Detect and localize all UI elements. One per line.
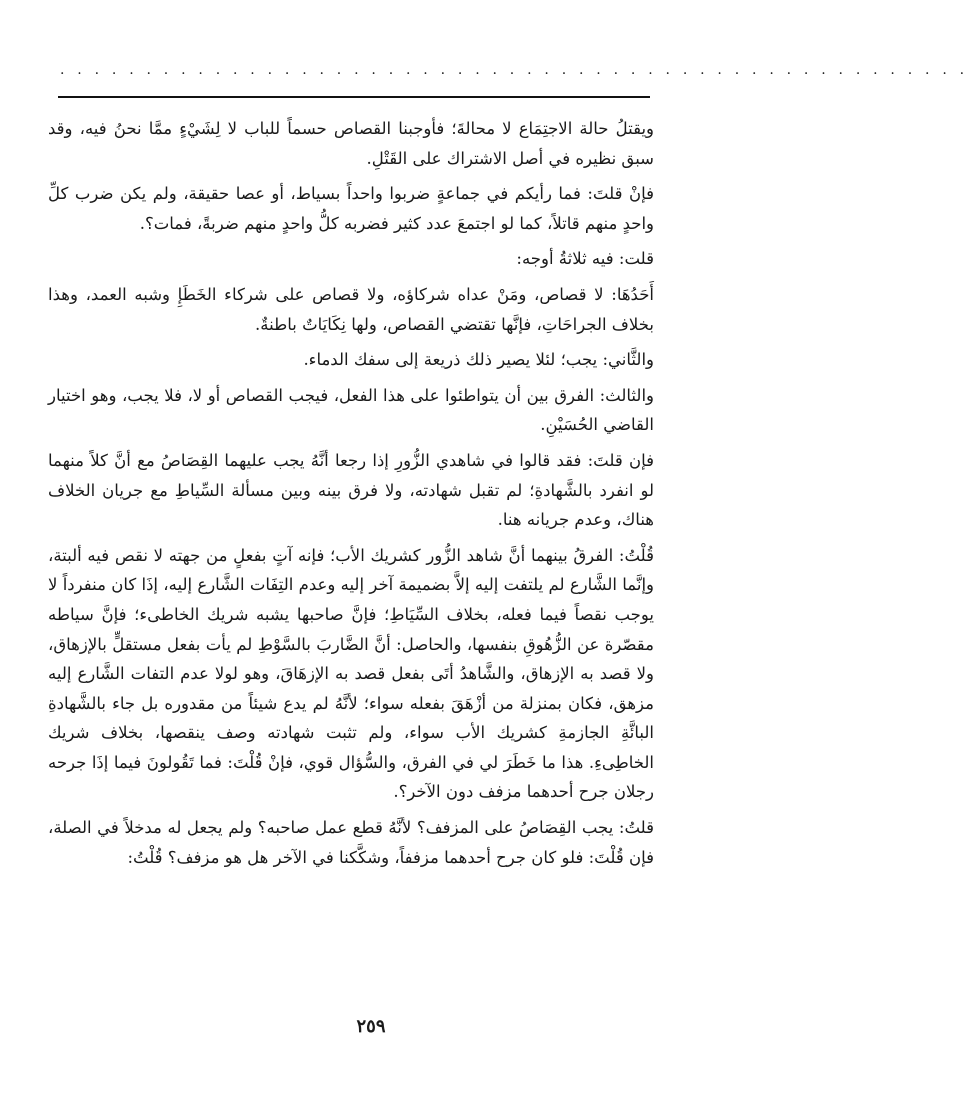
header-rule [58,96,650,98]
paragraph-7: فإن قلتَ: فقد قالوا في شاهدي الزُّورِ إذا رجعا أنَّهُ يجب عليهما القِصَاصُ مع أنَّ كلاً منهما لو انفرد بالشَّهادةِ؛ لم تقبل شهادته، ولا فرق بينه وبين مسألة السِّياطِ مع جريان الخلاف هناك، وعدم جريانه هنا. [48,450,654,530]
paragraph-6: والثالث: الفرق بين أن يتواطئوا على هذا الفعل، فيجب القصاص أو لا، فلا يجب، وهو اختيار القاضي الحُسَيْنِ. [48,385,654,435]
paragraph-2: فإنْ قلتَ: فما رأيكم في جماعةٍ ضربوا واحداً بسياط، أو عصا حقيقة، ولم يكن ضرب كلِّ واحدٍ منهم قاتلاً، كما لو اجتمعَ عدد كثير فضربه كلُّ واحدٍ منهم ضربةً، فمات؟. [48,184,654,233]
paragraph-3: قلت: فيه ثلاثةُ أوجه: [516,249,654,269]
top-ornament: . . . . . . . . . . . . . . . . . . . . . . . . . . . . . . . . . . . . . . . . . . . . . . . . . . . . . [60,62,968,78]
page-number: ٢٥٩ [356,1016,386,1037]
paragraph-5: والثَّاني: يجب؛ لئلا يصير ذلك ذريعة إلى سفك الدماء. [303,350,654,370]
paragraph-4: أَحَدُهَا: لا قصاص، ومَنْ عداه شركاؤه، ولا قصاص على شركاء الخَطَإِ وشبه العمد، وهذا بخلاف الجراحَاتِ، فإنَّها تقتضي القصاص، ولها نِكَايَاتٌ باطنةٌ. [48,284,654,334]
paragraph-8: قُلْتُ: الفرقُ بينهما أنَّ شاهد الزُّور كشريك الأب؛ فإنه آتٍ بفعلٍ من جهته لا نقص فيه ألبتة، وإنَّما الشَّارع لم يلتفت إليه إلاَّ بضميمة آخر إليه وعدم التِفَات الشَّارع إليه، إذَا كان منفرداً لا يوجب نقصاً فيما فعله، بخلاف السِّيَاطِ؛ فإنَّ صاحبها يشبه شريك الخاطىء؛ فإنَّ سياطه مقصّرة عن الزُّهُوقِ بنفسها، والحاصل: أنَّ الضَّاربَ بالسَّوْطِ لم يأت بفعل مستقلٍّ بالإزهاق، ولا قصد به الإزهاق، والشَّاهدُ أتَى بفعل قصد به الإزهَاقَ، وهو لولا عدم التفات الشَّارع إليه مزهق، فكان بمنزلة من أزْهَقَ بفعله سواء؛ لأنَّهُ لم يدع شيئاً من مقدوره بل جاء بالشَّهادةِ البائَّةِ الجازمةِ كشريك الأب سواء، ولم تثبت شهادته وصف ينقصها، بخلاف شريك الخاطِىءِ. هذا ما خَطَرَ لي في الفرق، والسُّؤال قوي، فإنْ قُلْتَ: فما تَقُولونَ فيما إذَا جرحه رجلان جرح أحدهما مزفف دون الآخر؟. [48,545,654,802]
text-body [48,114,654,878]
paragraph-1: ويقتلُ حالة الاجتِمَاع لا محالةَ؛ فأوجبنا القصاص حسماً للباب لا لِشَيْءٍ ممَّا نحنُ فيه، وقد سبق نظيره في أصل الاشتراك على القَتْلِ. [48,119,654,168]
paragraph-9: قلتُ: يجب القِصَاصُ على المزفف؟ لأنَّهُ قطع عمل صاحبه؟ ولم يجعل له مدخلاً في الصلة، فإن قُلْتَ: فلو كان جرح أحدهما مزففاً، وشكَّكنا في الآخر هل هو مزفف؟ قُلْتُ: [48,818,654,867]
